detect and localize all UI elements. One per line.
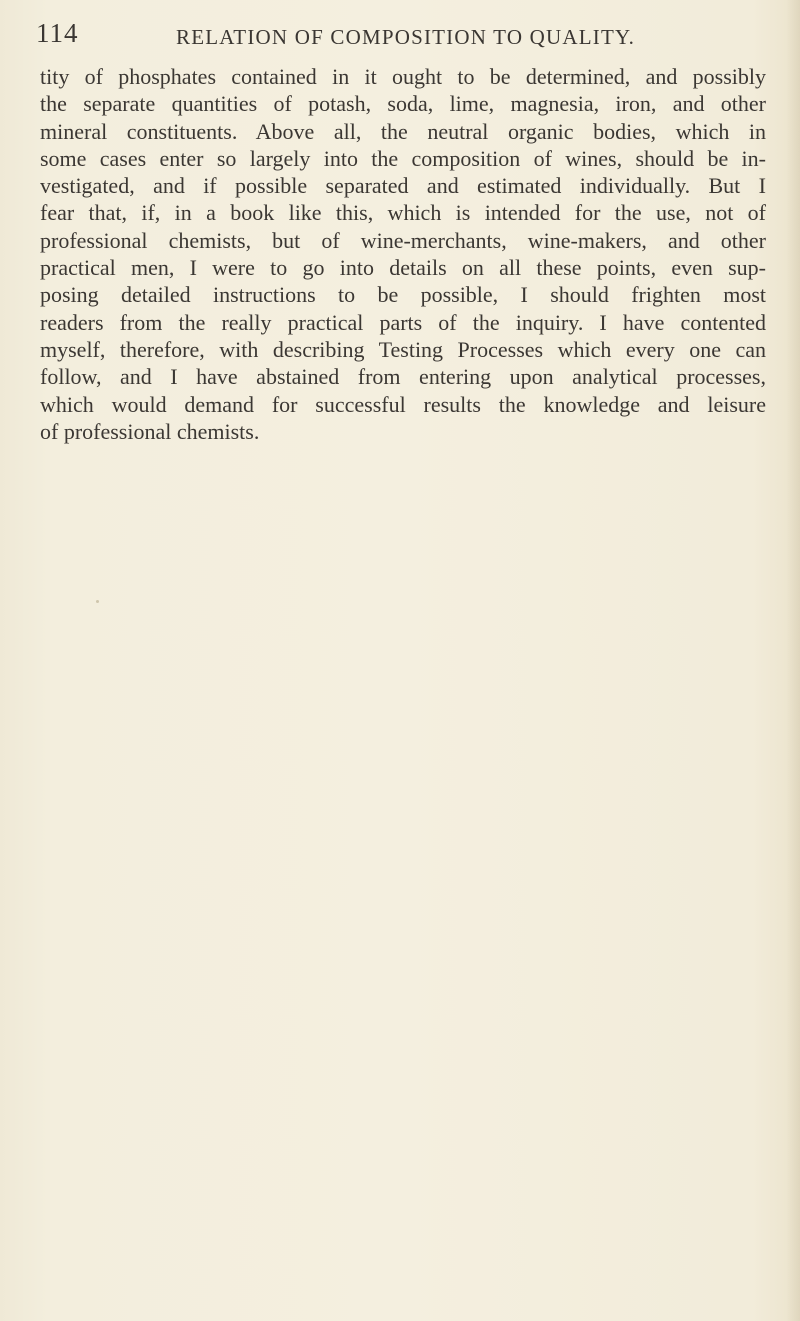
- text-line: practical men, I were to go into details on all these points, even sup-: [40, 255, 766, 281]
- text-line: myself, therefore, with describing Testing Processes which every one can: [40, 336, 766, 362]
- text-line: which would demand for successful results the knowledge and leisure: [40, 391, 766, 417]
- page-header: [36, 18, 786, 54]
- text-line: readers from the really practical parts of the inquiry. I have contented: [40, 309, 766, 335]
- text-line: posing detailed instructions to be possible, I should frighten most: [40, 282, 766, 308]
- text-line: some cases enter so largely into the composition of wines, should be in-: [40, 145, 766, 171]
- text-line: professional chemists, but of wine-merchants, wine-makers, and other: [40, 227, 766, 253]
- body-paragraph: [40, 63, 766, 445]
- text-line: tity of phosphates contained in it ought to be determined, and possibly: [40, 64, 766, 89]
- text-line-last: of professional chemists.: [40, 418, 260, 444]
- text-line: fear that, if, in a book like this, which is intended for the use, not of: [40, 200, 766, 226]
- text-line: mineral constituents. Above all, the neutral organic bodies, which in: [40, 118, 766, 144]
- text-line: vestigated, and if possible separated and estimated individually. But I: [40, 173, 766, 199]
- running-head: RELATION OF COMPOSITION TO QUALITY.: [176, 25, 636, 49]
- page-number: 114: [36, 18, 79, 48]
- page-edge-shadow: [786, 0, 800, 1321]
- paper-speck: [96, 600, 99, 603]
- text-line: follow, and I have abstained from entering upon analytical processes,: [40, 364, 766, 390]
- text-line: the separate quantities of potash, soda, lime, magnesia, iron, and other: [40, 91, 766, 117]
